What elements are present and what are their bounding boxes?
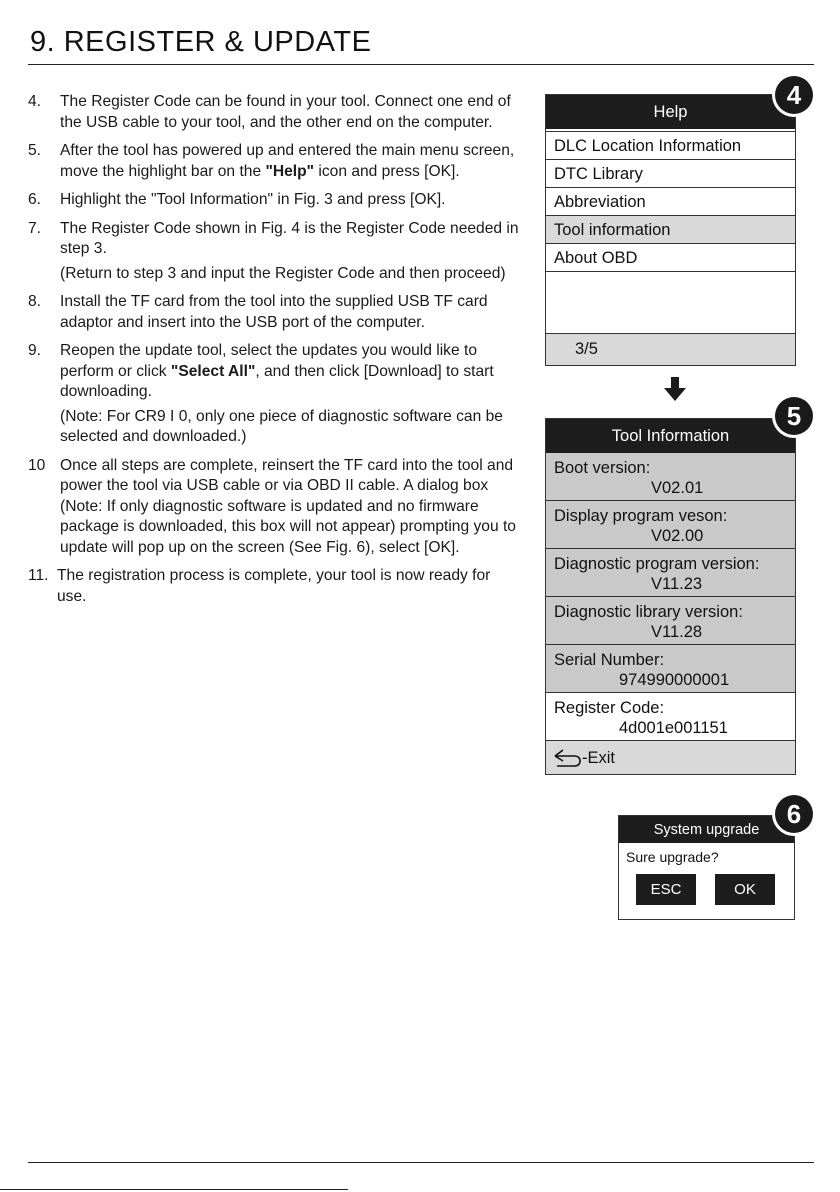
tool-info-screen-title: Tool Information [546,419,795,453]
step-body [60,456,520,563]
help-page-indicator: 3/5 [546,334,795,365]
tool-info-row [546,549,795,597]
back-arrow-icon [552,748,582,768]
tool-info-row [546,453,795,501]
help-menu-item[interactable]: DLC Location Information [546,132,795,160]
step-text: The Register Code can be found in your tool. Connect one end of the USB cable to your tool, and the other end on the computer. [60,93,511,131]
step-text: , and then click [Download] to start downloading. [60,362,494,400]
bottom-edge-line [0,1189,348,1190]
tool-info-value: V02.00 [651,527,704,545]
exit-label: -Exit [582,748,615,767]
tool-information-screen [545,418,796,775]
step-body [60,92,520,137]
system-upgrade-dialog [618,815,795,920]
step-item [28,341,520,452]
step-paragraph [60,92,520,133]
tool-info-label: Diagnostic library version: [554,603,743,621]
tool-info-value: 4d001e001151 [619,719,728,737]
step-emphasis: "Help" [265,162,315,180]
esc-button[interactable]: ESC [636,874,696,905]
footer-rule [28,1162,814,1163]
tool-info-label: Serial Number: [554,651,665,669]
title-rule [28,64,814,65]
step-text: After the tool has powered up and entered the main menu screen, move the highlight bar on the [60,142,515,180]
step-item [28,219,520,289]
step-item [28,456,520,563]
tool-info-row [546,645,795,693]
step-text: Highlight the "Tool Information" in Fig. 3 and press [OK]. [60,191,446,208]
step-number: 8. [28,293,42,310]
step-item [28,92,520,137]
step-text: The Register Code shown in Fig. 4 is the Register Code needed in step 3. [60,219,519,257]
dialog-title: System upgrade [619,816,794,843]
step-text: Once all steps are complete, reinsert the TF card into the tool and power the tool via USB cable or via OBD II cable. A dialog box (Note: If only diagnostic software is updated and no firmware package is downloaded, this box will not appear) prompting you to update will pop up on the screen (See Fig. 6), select [OK]. [60,456,516,556]
down-arrow-icon [664,377,686,401]
help-screen [545,94,796,366]
step-body [60,292,520,337]
tool-info-label: Diagnostic program version: [554,555,760,573]
help-menu-item[interactable]: About OBD [546,244,795,272]
ok-button[interactable]: OK [715,874,775,905]
tool-info-label: Boot version: [554,459,651,477]
step-number: 9. [28,342,42,359]
step-body [60,141,520,186]
tool-info-list [546,453,795,741]
instruction-steps [28,92,520,615]
step-body [57,566,520,611]
tool-info-value: 974990000001 [619,671,730,689]
step-paragraph [57,566,520,607]
tool-info-value: V11.28 [651,623,703,641]
tool-info-row [546,693,795,741]
step-text: Install the TF card from the tool into the supplied USB TF card adaptor and insert into the USB port of the computer. [60,293,488,331]
step-text: icon and press [OK]. [314,162,460,180]
step-paragraph [60,190,520,211]
step-item [28,292,520,337]
step-paragraph [60,456,520,559]
tool-info-row [546,501,795,549]
step-text: (Return to step 3 and input the Register Code and then proceed) [60,264,506,282]
step-paragraph [60,219,520,260]
exit-button[interactable] [546,741,795,774]
figure-badge-5: 5 [775,397,813,435]
help-menu-empty-area [546,272,795,334]
help-menu-list [546,132,795,272]
tool-info-value: V02.01 [651,479,704,497]
help-menu-item[interactable]: DTC Library [546,160,795,188]
help-menu-item[interactable]: Tool information [546,216,795,244]
step-number: 7. [28,219,42,237]
step-number: 5. [28,142,42,159]
step-text: The registration process is complete, your tool is now ready for use. [57,567,491,605]
step-body [60,219,520,289]
step-number: 4. [28,93,42,110]
step-number: 6. [28,191,42,208]
step-number: 11. [28,567,49,584]
step-paragraph [60,407,520,448]
dialog-message: Sure upgrade? [626,849,719,865]
step-paragraph [60,141,520,182]
step-body [60,341,520,452]
help-screen-title: Help [546,95,795,129]
step-text: (Note: For CR9 I 0, only one piece of diagnostic software can be selected and downloaded.) [60,407,503,445]
help-menu-item[interactable]: Abbreviation [546,188,795,216]
step-text: Reopen the update tool, select the updates you would like to perform or click [60,342,477,380]
step-paragraph [60,341,520,403]
tool-info-label: Display program veson: [554,507,728,525]
tool-info-label: Register Code: [554,699,665,717]
step-number: 10 [28,456,46,474]
figure-badge-4: 4 [775,76,813,114]
step-item [28,566,520,611]
tool-info-row [546,597,795,645]
step-paragraph [60,264,520,285]
tool-info-value: V11.23 [651,575,703,593]
figure-badge-6: 6 [775,795,813,833]
page-title: 9. REGISTER & UPDATE [30,26,372,58]
step-paragraph [60,292,520,333]
step-item [28,190,520,215]
step-emphasis: "Select All" [170,362,256,380]
step-body [60,190,520,215]
step-item [28,141,520,186]
